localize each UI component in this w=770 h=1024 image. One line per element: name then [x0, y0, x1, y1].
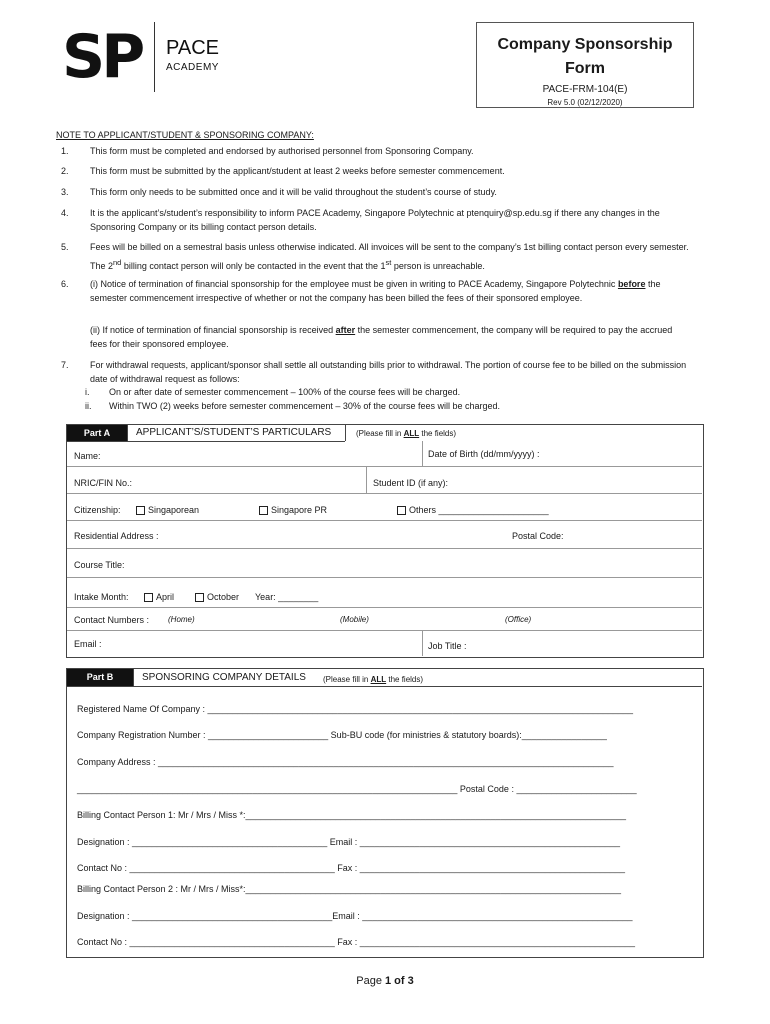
note-4 [61, 206, 701, 234]
registration-number-field[interactable]: Company Registration Number : ________________________ Sub-BU code (for ministries & statutory boards):_________________ [77, 730, 607, 740]
designation-2-field[interactable]: Designation : ________________________________________Email : ______________________________________________________ [77, 911, 633, 921]
divider [67, 607, 702, 608]
note-7 [61, 358, 701, 386]
note-5-part-a: Fees will be billed on a semestral basis unless otherwise indicated. All invoices will be sent to the company’s 1st billing contact person every semester. The 2 [90, 242, 689, 271]
part-b-instructions [323, 674, 423, 686]
job-title-field[interactable] [480, 633, 698, 655]
divider [422, 441, 423, 466]
instr-text: (Please fill in [356, 429, 404, 438]
note-number: 6. [61, 279, 69, 289]
checkbox-icon[interactable] [259, 506, 268, 515]
office-phone-label: (Office) [505, 615, 532, 624]
note-text: For withdrawal requests, applicant/sponsor shall settle all outstanding bills prior to withdrawal. The portion of course fee to be billed on the submission date of withdrawal request as follows: [90, 360, 687, 384]
divider [127, 425, 128, 441]
part-b-title: SPONSORING COMPANY DETAILS [142, 672, 306, 683]
residential-address-field[interactable] [175, 523, 505, 547]
note-number: ii. [85, 401, 92, 411]
checkbox-icon[interactable] [397, 506, 406, 515]
checkbox-icon[interactable] [195, 593, 204, 602]
divider [67, 493, 702, 494]
option-label: April [156, 592, 175, 602]
student-id-field[interactable] [466, 470, 698, 492]
note-text [90, 323, 690, 351]
note-number: i. [85, 387, 90, 397]
contact-numbers-label: Contact Numbers : [74, 615, 150, 625]
postal-code-field[interactable] [574, 523, 698, 547]
designation-1-field[interactable]: Designation : _______________________________________ Email : ____________________________________________________ [77, 837, 621, 847]
option-label: Others ______________________ [409, 505, 549, 515]
email-field[interactable] [115, 633, 420, 655]
company-postal-code-field[interactable]: ____________________________________________________________________________ Postal Code : ________________________ [77, 784, 637, 794]
divider [422, 630, 423, 656]
part-a-tag: Part A [67, 425, 127, 441]
superscript-nd: nd [113, 258, 122, 267]
note-text: This form must be completed and endorsed by authorised personnel from Sponsoring Company. [90, 146, 474, 156]
registered-name-field[interactable]: Registered Name Of Company : _____________________________________________________________________________________ [77, 704, 634, 714]
home-phone-label: (Home) [168, 615, 195, 624]
note-6ii-part-b: the semester commencement, the company will be required to pay the accrued fees for their sponsored employee. [90, 325, 673, 349]
note-1 [61, 144, 701, 158]
dob-label: Date of Birth (dd/mm/yyyy) : [428, 449, 540, 459]
divider [366, 466, 367, 493]
note-number: 7. [61, 360, 69, 370]
form-revision: Rev 5.0 (02/12/2020) [547, 98, 623, 107]
course-title-label: Course Title: [74, 560, 125, 570]
note-7-ii [85, 399, 685, 413]
course-title-field[interactable] [135, 552, 697, 576]
company-address-field[interactable]: Company Address : ___________________________________________________________________________________________ [77, 757, 614, 767]
checkbox-icon[interactable] [136, 506, 145, 515]
divider [67, 686, 702, 687]
note-text: This form must be submitted by the applicant/student at least 2 weeks before semester commencement. [90, 166, 505, 176]
sp-logo: SP [62, 22, 142, 92]
form-title-box [476, 22, 694, 108]
divider [345, 425, 346, 441]
job-title-label: Job Title : [428, 641, 467, 651]
note-number: 3. [61, 187, 69, 197]
form-code: PACE-FRM-104(E) [542, 84, 628, 95]
page-count: 1 of 3 [385, 975, 414, 987]
page-number [0, 975, 770, 987]
note-text: On or after date of semester commencement – 100% of the course fees will be charged. [109, 387, 461, 397]
intake-april-option[interactable] [144, 591, 174, 603]
note-6-ii [61, 323, 701, 351]
note-text: It is the applicant’s/student’s responsibility to inform PACE Academy, Singapore Polytechnic at ptenquiry@sp.edu.sg if there any changes in the Sponsoring Company or its billing contact person details. [90, 208, 660, 232]
contact-2-field[interactable]: Contact No : _________________________________________ Fax : _______________________________________________________ [77, 937, 636, 947]
divider [67, 441, 345, 442]
note-3 [61, 185, 701, 199]
option-label: Singaporean [148, 505, 200, 515]
logo-pace-text: PACE [166, 37, 219, 59]
billing-contact-2-field[interactable]: Billing Contact Person 2 : Mr / Mrs / Miss*:___________________________________________________________________________ [77, 884, 621, 894]
citizenship-singaporean-option[interactable] [136, 504, 199, 516]
superscript-st: st [385, 258, 392, 267]
note-text [90, 239, 690, 274]
part-a-instructions [356, 428, 456, 440]
email-label: Email : [74, 639, 102, 649]
logo-academy-text: ACADEMY [166, 62, 219, 73]
instr-emphasis: ALL [403, 429, 420, 438]
option-label: Singapore PR [271, 505, 328, 515]
logo-divider [154, 22, 155, 92]
divider [67, 466, 702, 467]
instr-text: the fields) [419, 429, 457, 438]
postal-code-label: Postal Code: [512, 531, 564, 541]
divider [67, 630, 702, 631]
note-6i-part-a: (i) Notice of termination of financial sponsorship for the employee must be given in writing to PACE Academy, Singapore Polytechnic [90, 279, 618, 289]
note-5-part-b: billing contact person will only be contacted in the event that the 1 [121, 261, 386, 271]
name-label: Name: [74, 451, 101, 461]
note-5 [61, 239, 701, 271]
name-field[interactable] [130, 444, 420, 466]
student-id-label: Student ID (if any): [373, 478, 449, 488]
divider [133, 669, 134, 686]
option-label: October [207, 592, 240, 602]
note-number: 2. [61, 166, 69, 176]
intake-october-option[interactable] [195, 591, 239, 603]
page-label: Page [356, 975, 385, 987]
nric-field[interactable] [140, 470, 362, 492]
note-number: 4. [61, 208, 69, 218]
citizenship-pr-option[interactable] [259, 504, 327, 516]
part-b-tag: Part B [67, 669, 133, 686]
residential-address-label: Residential Address : [74, 531, 159, 541]
form-title-line2: Form [565, 60, 605, 77]
intake-year-field[interactable]: Year: ________ [255, 592, 319, 602]
form-title-line1: Company Sponsorship [497, 36, 673, 53]
intake-month-label: Intake Month: [74, 592, 129, 602]
mobile-phone-label: (Mobile) [340, 615, 369, 624]
citizenship-label: Citizenship: [74, 505, 121, 515]
note-text [90, 277, 690, 305]
checkbox-icon[interactable] [144, 593, 153, 602]
note-2 [61, 164, 701, 178]
instr-text: (Please fill in [323, 675, 371, 684]
note-6i-emphasis: before [617, 279, 646, 289]
billing-contact-1-field[interactable]: Billing Contact Person 1: Mr / Mrs / Miss *:____________________________________________________________________________ [77, 810, 626, 820]
instr-emphasis: ALL [370, 675, 387, 684]
note-6i-part-b: the semester commencement irrespective of whether or not the company has been billed the fees of their sponsored employee. [90, 279, 661, 303]
citizenship-others-option[interactable] [397, 504, 549, 516]
contact-numbers-field[interactable] [200, 610, 695, 628]
note-6-i [61, 277, 701, 319]
form-title [477, 33, 693, 81]
divider [67, 577, 702, 578]
divider [67, 520, 702, 521]
note-number: 1. [61, 146, 69, 156]
note-6ii-part-a: (ii) If notice of termination of financial sponsorship is received [90, 325, 336, 335]
contact-1-field[interactable]: Contact No : _________________________________________ Fax : _____________________________________________________ [77, 863, 626, 873]
note-6ii-emphasis: after [335, 325, 356, 335]
dob-field[interactable] [570, 444, 700, 466]
nric-label: NRIC/FIN No.: [74, 478, 133, 488]
note-text: This form only needs to be submitted once and it will be valid throughout the student’s course of study. [90, 187, 497, 197]
note-text: Within TWO (2) weeks before semester commencement – 30% of the course fees will be charged. [109, 401, 500, 411]
note-number: 5. [61, 242, 69, 252]
notes-heading: NOTE TO APPLICANT/STUDENT & SPONSORING COMPANY: [56, 130, 314, 140]
instr-text: the fields) [386, 675, 424, 684]
part-a-title: APPLICANT’S/STUDENT’S PARTICULARS [136, 427, 332, 438]
note-7-i [85, 385, 685, 399]
divider [67, 548, 702, 549]
note-5-part-c: person is unreachable. [391, 261, 485, 271]
